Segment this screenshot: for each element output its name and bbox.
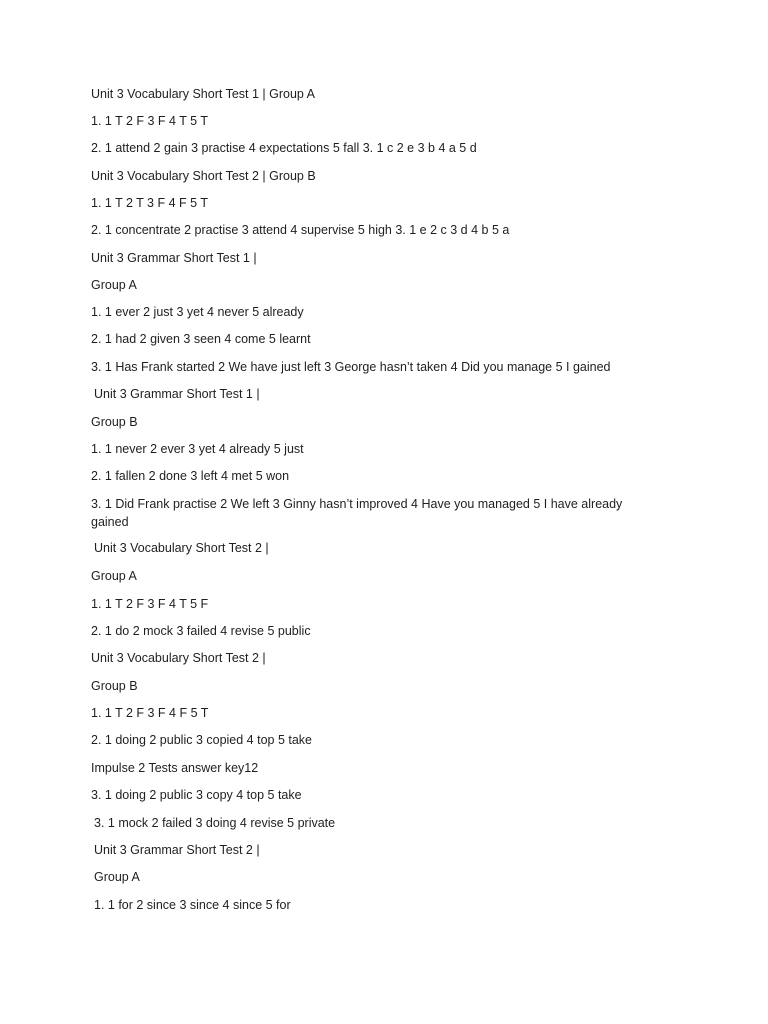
document-line: 2. 1 doing 2 public 3 copied 4 top 5 take [91, 733, 312, 747]
document-line: 1. 1 for 2 since 3 since 4 since 5 for [94, 898, 291, 912]
document-line: 2. 1 fallen 2 done 3 left 4 met 5 won [91, 469, 290, 483]
document-line: 1. 1 T 2 T 3 F 4 F 5 T [91, 196, 208, 210]
document-line: Unit 3 Vocabulary Short Test 1 | Group A [91, 87, 315, 101]
document-line: Unit 3 Grammar Short Test 2 | [94, 843, 260, 857]
document-line: Impulse 2 Tests answer key12 [91, 761, 259, 775]
document-line: Unit 3 Vocabulary Short Test 2 | Group B [91, 169, 316, 183]
document-line: Group A [94, 870, 140, 884]
document-line: 1. 1 never 2 ever 3 yet 4 already 5 just [91, 442, 304, 456]
document-line: 3. 1 mock 2 failed 3 doing 4 revise 5 private [94, 816, 336, 830]
document-line: 1. 1 T 2 F 3 F 4 T 5 F [91, 597, 209, 611]
document-line: 2. 1 attend 2 gain 3 practise 4 expectations 5 fall 3. 1 c 2 e 3 b 4 a 5 d [91, 141, 477, 155]
document-line: 1. 1 T 2 F 3 F 4 T 5 T [91, 114, 208, 128]
document-line: Group A [91, 278, 137, 292]
document-line: Group A [91, 569, 137, 583]
document-line: 1. 1 ever 2 just 3 yet 4 never 5 already [91, 305, 304, 319]
document-line: Unit 3 Grammar Short Test 1 | [94, 387, 260, 401]
document-line: 2. 1 do 2 mock 3 failed 4 revise 5 public [91, 624, 311, 638]
document-line: 2. 1 concentrate 2 practise 3 attend 4 supervise 5 high 3. 1 e 2 c 3 d 4 b 5 a [91, 223, 510, 237]
document-line: Unit 3 Grammar Short Test 1 | [91, 251, 257, 265]
document-line: 2. 1 had 2 given 3 seen 4 come 5 learnt [91, 332, 311, 346]
document-line: 3. 1 Has Frank started 2 We have just left 3 George hasn’t taken 4 Did you manage 5 I gained [91, 360, 611, 374]
document-line: Unit 3 Vocabulary Short Test 2 | [94, 541, 269, 555]
document-line: 3. 1 doing 2 public 3 copy 4 top 5 take [91, 788, 302, 802]
document-line: 3. 1 Did Frank practise 2 We left 3 Ginny hasn’t improved 4 Have you managed 5 I have already gained [91, 497, 623, 529]
document-line: Group B [91, 415, 138, 429]
document-line: Unit 3 Vocabulary Short Test 2 | [91, 651, 266, 665]
document-line: Group B [91, 679, 138, 693]
document-line: 1. 1 T 2 F 3 F 4 F 5 T [91, 706, 209, 720]
